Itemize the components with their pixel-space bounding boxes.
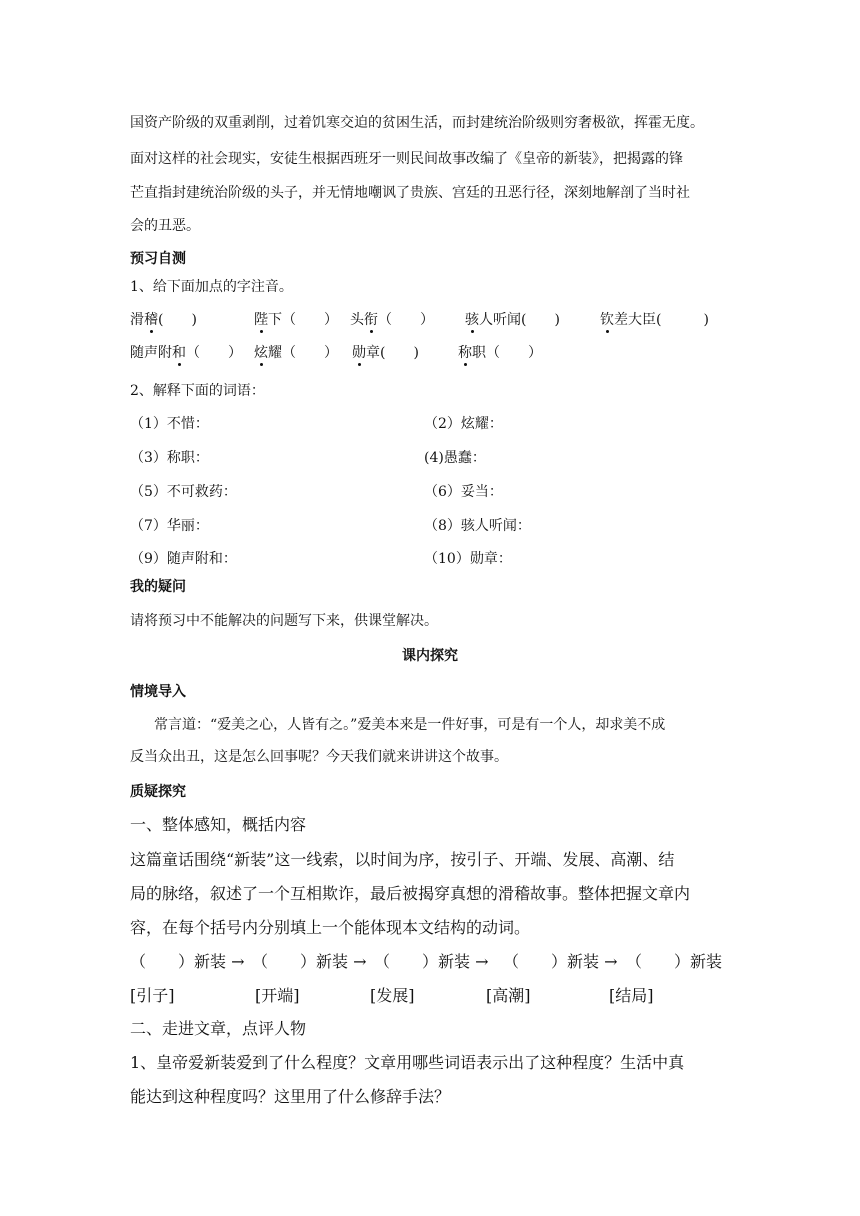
preview-question-2: 2、解释下面的词语： — [130, 383, 265, 399]
intro-line-2: 面对这样的社会现实，安徒生根据西班牙一则民间故事改编了《皇帝的新装》，把揭露的锋 — [130, 151, 683, 167]
pinyin-item: 炫耀（ ） — [254, 342, 338, 362]
section-title: 课内探究 — [402, 648, 458, 664]
structure-blank: （ ）新装 → — [374, 952, 489, 971]
vocab-item: （3）称职： — [130, 450, 209, 466]
vocab-item: （5）不可救药： — [130, 484, 237, 500]
pinyin-item: 头衔（ ） — [350, 309, 434, 329]
pinyin-item: 骇人听闻( ) — [465, 309, 560, 329]
intro-line-4: 会的丑恶。 — [130, 218, 200, 234]
part1-line-1: 这篇童话围绕“新装”这一线索，以时间为序，按引子、开端、发展、高潮、结 — [130, 850, 675, 869]
situation-heading: 情境导入 — [130, 684, 186, 700]
intro-line-3: 芒直指封建统治阶级的头子，并无情地嘲讽了贵族、宫廷的丑恶行径，深刻地解剖了当时社 — [130, 185, 690, 201]
vocab-item: （1）不惜： — [130, 416, 209, 432]
preview-heading: 预习自测 — [130, 251, 186, 267]
pinyin-item: 滑稽( ) — [130, 309, 197, 329]
structure-blank: （ ）新装 → — [130, 952, 245, 971]
pinyin-item: 钦差大臣( ) — [600, 309, 709, 329]
structure-label: [引子] — [130, 986, 175, 1005]
structure-blank: （ ）新装 → — [252, 952, 367, 971]
situation-line-1: 常言道：“爱美之心，人皆有之。”爱美本来是一件好事，可是有一个人，却求美不成 — [154, 717, 666, 733]
structure-label: [结局] — [609, 986, 654, 1005]
vocab-item: （7）华丽： — [130, 518, 209, 534]
situation-line-2: 反当众出丑，这是怎么回事呢？今天我们就来讲讲这个故事。 — [130, 749, 508, 765]
vocab-item: （2）炫耀： — [424, 416, 503, 432]
part1-heading: 一、整体感知，概括内容 — [130, 815, 307, 834]
pinyin-item: 陛下（ ） — [254, 309, 338, 329]
vocab-item: （8）骇人听闻： — [424, 518, 531, 534]
vocab-item: （6）妥当： — [424, 484, 503, 500]
structure-label: [发展] — [370, 986, 415, 1005]
vocab-item: （9）随声附和： — [130, 551, 237, 567]
structure-blank: （ ）新装 → — [503, 952, 618, 971]
inquiry-heading: 质疑探究 — [130, 784, 186, 800]
vocab-item: (4)愚蠢： — [424, 450, 486, 466]
structure-label: [开端] — [255, 986, 300, 1005]
questions-heading: 我的疑问 — [130, 579, 186, 595]
intro-line-1: 国资产阶级的双重剥削，过着饥寒交迫的贫困生活，而封建统治阶级则穷奢极欲，挥霍无度。 — [130, 115, 704, 131]
structure-blank: （ ）新装 — [626, 952, 723, 971]
part2-heading: 二、走进文章，点评人物 — [130, 1019, 307, 1038]
part1-line-3: 容，在每个括号内分别填上一个能体现本文结构的动词。 — [130, 918, 531, 937]
vocab-item: （10）勋章： — [424, 551, 512, 567]
preview-question-1: 1、给下面加点的字注音。 — [130, 279, 293, 295]
part2-question-line-1: 1、皇帝爱新装爱到了什么程度？文章用哪些词语表示出了这种程度？生活中真 — [130, 1053, 685, 1072]
pinyin-item: 称职（ ） — [458, 342, 542, 362]
part2-question-line-2: 能达到这种程度吗？这里用了什么修辞手法？ — [130, 1087, 451, 1106]
pinyin-item: 随声附和（ ） — [130, 342, 242, 362]
pinyin-item: 勋章( ) — [352, 342, 419, 362]
questions-text: 请将预习中不能解决的问题写下来，供课堂解决。 — [130, 613, 438, 629]
structure-label: [高潮] — [486, 986, 531, 1005]
part1-line-2: 局的脉络，叙述了一个互相欺诈，最后被揭穿真想的滑稽故事。整体把握文章内 — [130, 884, 691, 903]
